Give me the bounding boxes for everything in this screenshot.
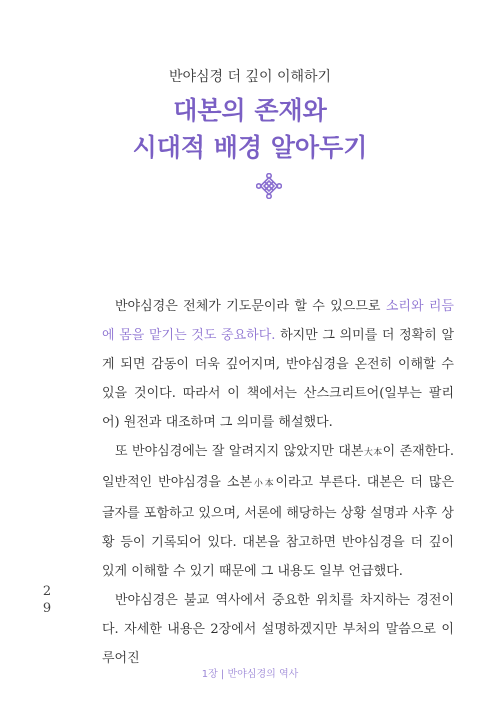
running-footer: 1장 | 반야심경의 역사 <box>201 669 299 680</box>
page-number-digit-1: 2 <box>42 584 52 599</box>
page-title <box>0 92 500 166</box>
paragraph-1 <box>102 292 454 437</box>
page-number <box>40 583 54 617</box>
body-text <box>102 292 454 673</box>
p2-text-c: 이라고 부른다. 대본은 더 많은 글자를 포함하고 있으며, 서론에 해당하는 상황 설명과 사후 상황 등이 기록되어 있다. 대본을 참고하면 반야심경을 더 깊이 있게 이해할 수 있기 때문에 그 내용도 일부 언급했다. <box>102 475 455 579</box>
page-number-digit-2: 9 <box>42 601 52 616</box>
p1-text-a: 반야심경은 전체가 기도문이라 할 수 있으므로 <box>115 299 386 314</box>
section-kicker: 반야심경 더 깊이 이해하기 <box>168 69 332 85</box>
p2-text-a: 또 반야심경에는 잘 알려지지 않았지만 대본 <box>115 444 364 459</box>
endless-knot-icon <box>256 173 282 199</box>
p1-text-b: 하지만 그 의미를 더 정확히 알게 되면 감동이 더욱 깊어지며, 반야심경을 온전히 이해할 수 있을 것이다. 따라서 이 책에서는 산스크리트어(일부는 팔리어) 원전과 대조하며 그 의미를 해설했다. <box>102 328 454 430</box>
title-line-1: 대본의 존재와 <box>173 96 327 125</box>
highlighted-phrase: 소리와 리듬에 몸을 맡기는 것도 중요하다. <box>102 299 454 343</box>
hanja-daebon: 大本 <box>363 448 383 458</box>
paragraph-2 <box>102 437 454 586</box>
title-line-2: 시대적 배경 알아두기 <box>132 133 368 162</box>
paragraph-3: 반야심경은 불교 역사에서 중요한 위치를 차지하는 경전이다. 자세한 내용은 2장에서 설명하겠지만 부처의 말씀으로 이루어진 <box>102 593 454 666</box>
hanja-sobon: 小本 <box>252 479 276 489</box>
p2-text-b: 이 존재한다. 일반적인 반야심경을 소본 <box>102 444 454 490</box>
